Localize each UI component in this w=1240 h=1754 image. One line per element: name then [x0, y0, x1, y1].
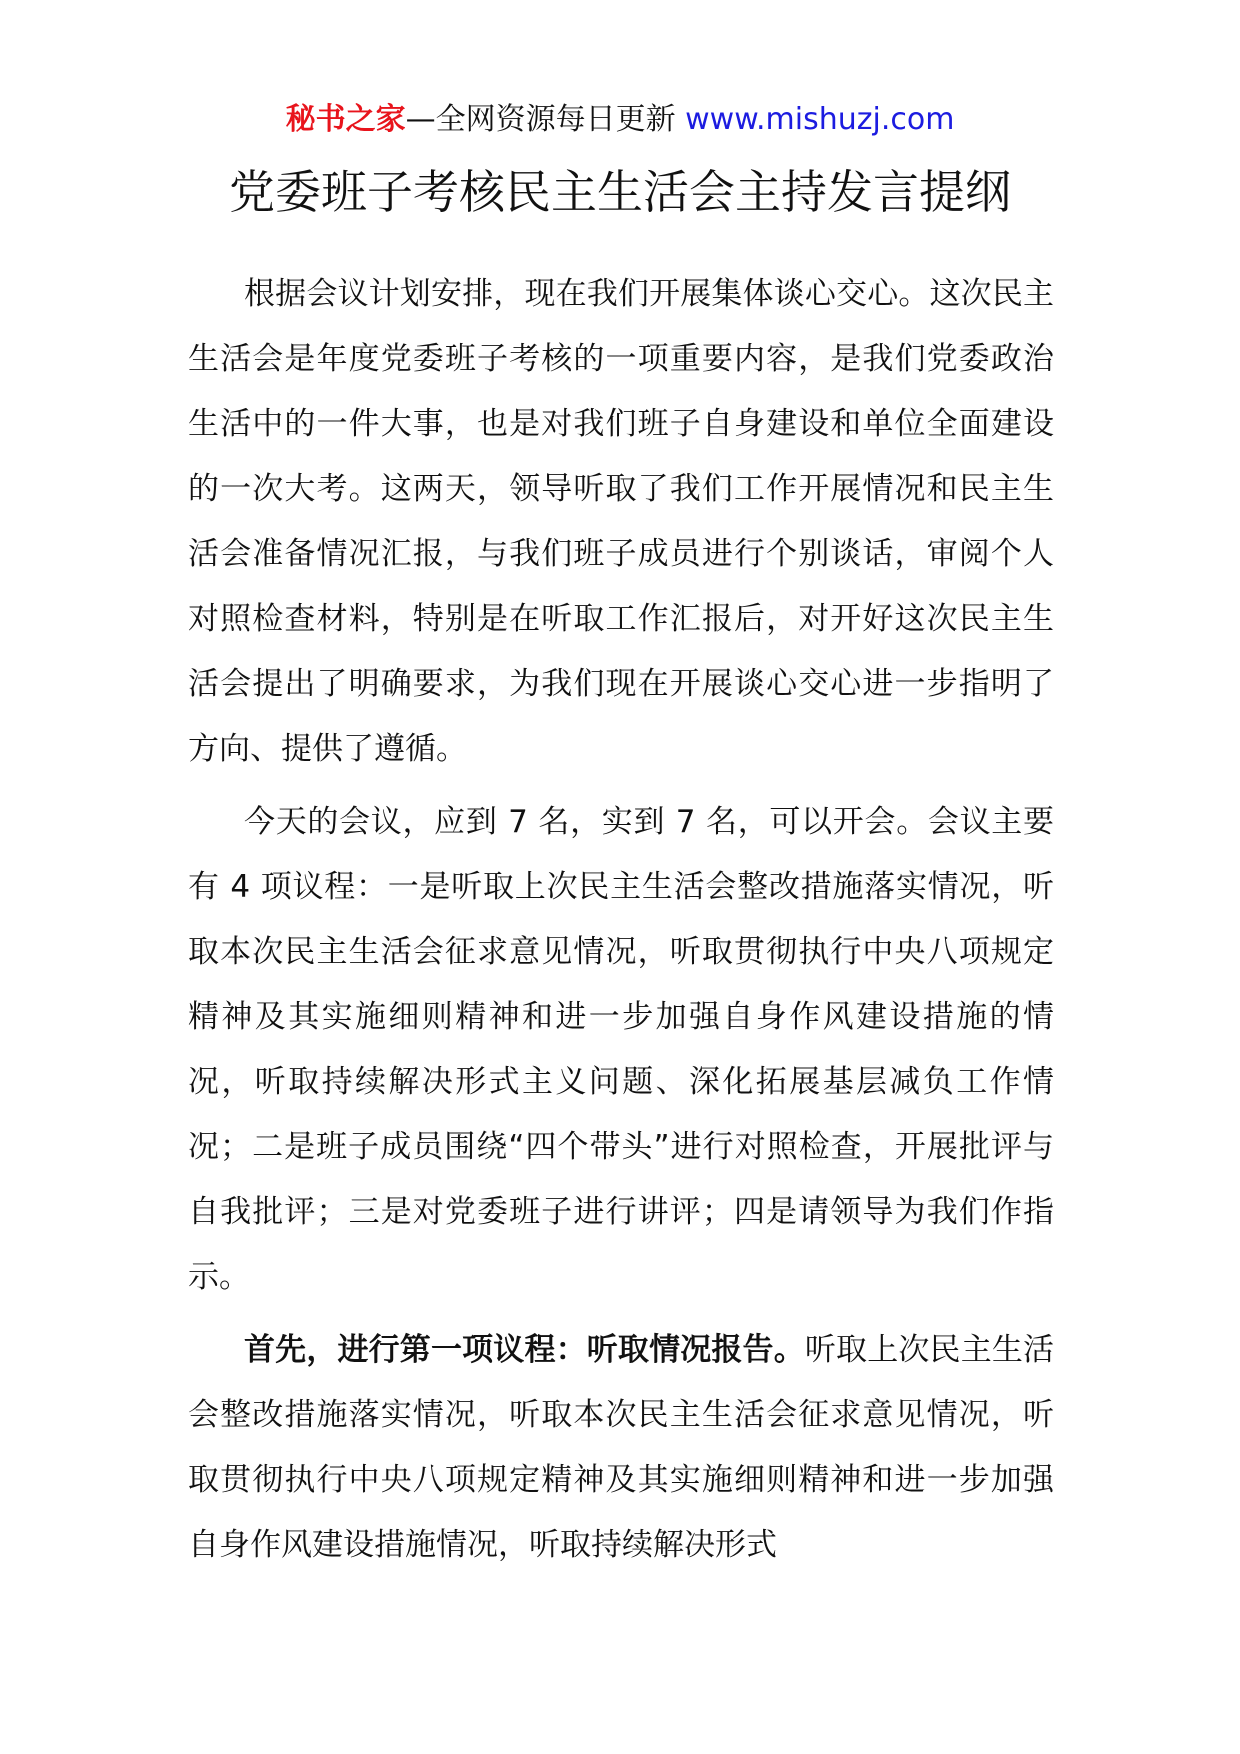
body-paragraph-1 — [188, 262, 1054, 782]
brand-name: 秘书之家 — [285, 102, 406, 137]
body-paragraph-2 — [188, 790, 1054, 1310]
paragraph-text: 听取上次民主生活会整改措施落实情况，听取本次民主生活会征求意见情况，听取贯彻执行中央八项规定精神及其实施细则精神和进一步加强自身作风建设措施情况，听取持续解决形式 — [188, 1332, 1055, 1563]
site-url-link[interactable]: www.mishuzj.com — [685, 102, 955, 137]
paragraph-bold-lead: 首先，进行第一项议程：听取情况报告。 — [244, 1332, 805, 1368]
site-header — [0, 100, 1240, 140]
document-body — [188, 262, 1054, 1586]
paragraph-text: 今天的会议，应到 7 名，实到 7 名，可以开会。会议主要有 4 项议程：一是听取上次民主生活会整改措施落实情况，听取本次民主生活会征求意见情况，听取贯彻执行中央八项规定精神及其实施细则精神和进一步加强自身作风建设措施的情况，听取持续解决形式主义问题、深化拓展基层减负工作情况；二是班子成员围绕“四个带头”进行对照检查，开展批评与自我批评；三是对党委班子进行讲评；四是请领导为我们作指示。 — [188, 804, 1054, 1295]
paragraph-text: 根据会议计划安排，现在我们开展集体谈心交心。这次民主生活会是年度党委班子考核的一项重要内容，是我们党委政治生活中的一件大事，也是对我们班子自身建设和单位全面建设的一次大考。这两天，领导听取了我们工作开展情况和民主生活会准备情况汇报，与我们班子成员进行个别谈话，审阅个人对照检查材料，特别是在听取工作汇报后，对开好这次民主生活会提出了明确要求，为我们现在开展谈心交心进一步指明了方向、提供了遵循。 — [188, 276, 1054, 767]
body-paragraph-3 — [188, 1318, 1054, 1578]
document-title: 党委班子考核民主生活会主持发言提纲 — [229, 165, 1011, 219]
header-tagline: —全网资源每日更新 — [405, 102, 676, 137]
